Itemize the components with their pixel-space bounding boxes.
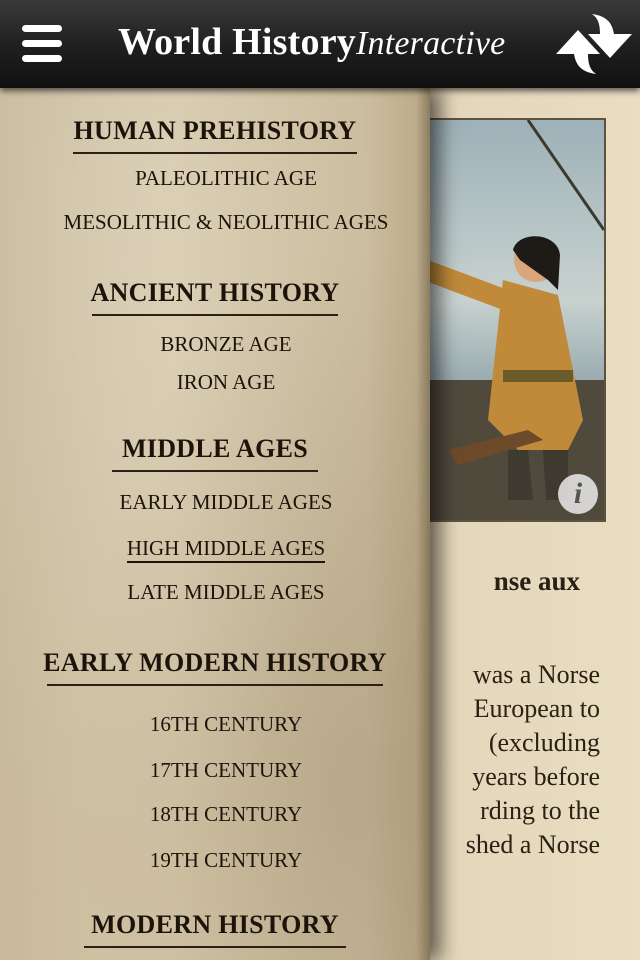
menu-item-label: PALEOLITHIC AGE xyxy=(135,166,317,190)
menu-item-iron-age[interactable] xyxy=(0,370,430,395)
app-title-italic: Interactive xyxy=(356,25,506,62)
menu-item-paleolithic-age[interactable] xyxy=(0,166,430,191)
menu-item-early-middle-ages[interactable] xyxy=(0,490,430,515)
section-title: ANCIENT HISTORY xyxy=(90,278,340,307)
sync-arrows-icon[interactable] xyxy=(552,10,636,76)
menu-item-19th-century[interactable] xyxy=(0,848,430,873)
app-title xyxy=(118,20,505,64)
menu-item-mesolithic-neolithic-ages[interactable] xyxy=(0,210,430,235)
menu-item-16th-century[interactable] xyxy=(0,712,430,737)
menu-item-label: MESOLITHIC & NEOLITHIC AGES xyxy=(63,210,389,234)
menu-item-label: 17TH CENTURY xyxy=(149,758,303,782)
article-line: European to xyxy=(473,694,600,723)
article-line: years before xyxy=(472,762,600,791)
section-title: MIDDLE AGES xyxy=(121,434,309,463)
app-title-bold: World History xyxy=(118,21,356,63)
section-title: EARLY MODERN HISTORY xyxy=(43,648,387,677)
info-icon[interactable]: i xyxy=(558,474,598,514)
section-early-modern-history xyxy=(0,648,430,686)
menu-item-label: HIGH MIDDLE AGES xyxy=(127,536,325,563)
section-middle-ages xyxy=(0,434,430,472)
menu-item-17th-century[interactable] xyxy=(0,758,430,783)
menu-item-label: EARLY MIDDLE AGES xyxy=(119,490,333,514)
section-divider xyxy=(73,152,357,154)
article-line: was a Norse xyxy=(472,660,600,689)
menu-item-high-middle-ages[interactable] xyxy=(0,536,430,561)
menu-item-label: 16TH CENTURY xyxy=(149,712,303,736)
menu-item-label: 18TH CENTURY xyxy=(149,802,303,826)
section-title: MODERN HISTORY xyxy=(91,910,339,939)
menu-item-18th-century[interactable] xyxy=(0,802,430,827)
menu-item-label: IRON AGE xyxy=(176,370,276,394)
article-heading: nse aux xyxy=(493,566,580,596)
menu-item-bronze-age[interactable] xyxy=(0,332,430,357)
section-divider xyxy=(84,946,346,948)
menu-item-label: 19TH CENTURY xyxy=(149,848,303,872)
app-header xyxy=(0,0,640,88)
section-divider xyxy=(47,684,383,686)
section-title: HUMAN PREHISTORY xyxy=(73,116,357,145)
section-human-prehistory xyxy=(0,116,430,154)
menu-item-label: BRONZE AGE xyxy=(160,332,292,356)
navigation-panel xyxy=(0,88,430,960)
menu-item-late-middle-ages[interactable] xyxy=(0,580,430,605)
section-modern-history[interactable] xyxy=(0,910,430,948)
article-line: (excluding xyxy=(488,728,600,757)
section-ancient-history xyxy=(0,278,430,316)
menu-item-label: LATE MIDDLE AGES xyxy=(127,580,325,604)
article-line: shed a Norse xyxy=(465,830,600,859)
section-divider xyxy=(112,470,318,472)
article-painting xyxy=(408,120,604,520)
section-divider xyxy=(92,314,338,316)
hamburger-menu-icon[interactable] xyxy=(18,22,66,66)
article-line: rding to the xyxy=(480,796,600,825)
